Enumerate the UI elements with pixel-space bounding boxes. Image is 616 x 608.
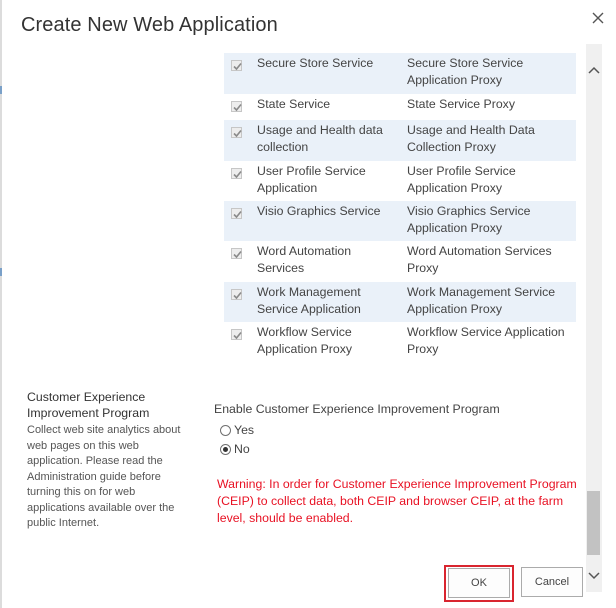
- ceip-option-no[interactable]: [220, 442, 250, 456]
- ceip-field-label: Enable Customer Experience Improvement Program: [214, 402, 500, 416]
- service-name: State Service: [257, 97, 331, 111]
- check-icon: [232, 128, 243, 139]
- service-name: Secure Store Service: [257, 56, 374, 70]
- check-icon: [232, 249, 243, 260]
- service-proxy: Workflow Service Application Proxy: [407, 325, 565, 356]
- service-checkbox[interactable]: [231, 248, 242, 259]
- service-name: Visio Graphics Service: [257, 204, 381, 218]
- service-checkbox[interactable]: [231, 101, 242, 112]
- close-icon: [592, 12, 604, 24]
- service-proxy: Visio Graphics Service Application Proxy: [407, 204, 531, 235]
- ceip-section-description: Collect web site analytics about web pages on this web application. Please read the Administration guide before turning this on for web applications available over the public Internet.: [27, 424, 181, 529]
- check-icon: [232, 330, 243, 341]
- service-name: Usage and Health data collection: [257, 123, 383, 154]
- service-row: [224, 120, 576, 161]
- service-checkbox[interactable]: [231, 60, 242, 71]
- dialog-content: [0, 44, 586, 588]
- service-row: [224, 282, 576, 322]
- check-icon: [232, 290, 243, 301]
- ceip-option-yes[interactable]: [220, 423, 254, 437]
- service-checkbox[interactable]: [231, 329, 242, 340]
- service-proxy: State Service Proxy: [407, 97, 515, 111]
- scrollbar-thumb[interactable]: [587, 491, 600, 555]
- service-row: [224, 53, 576, 94]
- close-button[interactable]: [588, 8, 608, 28]
- dialog-title: Create New Web Application: [21, 14, 278, 36]
- cancel-button[interactable]: Cancel: [521, 567, 583, 597]
- radio-unchecked-icon[interactable]: [220, 425, 231, 436]
- scroll-down-button[interactable]: [586, 568, 602, 584]
- ceip-section-title: Customer Experience Improvement Program: [27, 390, 150, 420]
- vertical-scrollbar[interactable]: [586, 44, 602, 592]
- service-name: Work Management Service Application: [257, 285, 361, 316]
- chevron-up-icon: [588, 66, 600, 74]
- check-icon: [232, 209, 243, 220]
- radio-checked-icon[interactable]: [220, 444, 231, 455]
- service-row: [224, 161, 576, 201]
- service-checkbox[interactable]: [231, 208, 242, 219]
- ceip-warning: Warning: In order for Customer Experience Improvement Program (CEIP) to collect data, both CEIP and browser CEIP, at the farm level, should be enabled.: [217, 477, 577, 525]
- service-proxy: Usage and Health Data Collection Proxy: [407, 123, 535, 154]
- service-name: Workflow Service Application Proxy: [257, 325, 353, 356]
- ceip-option-no-label: No: [234, 442, 250, 456]
- service-checkbox[interactable]: [231, 289, 242, 300]
- service-row: [224, 201, 576, 241]
- ok-button[interactable]: OK: [448, 568, 510, 598]
- service-row: [224, 322, 576, 363]
- service-proxy: User Profile Service Application Proxy: [407, 164, 516, 195]
- service-name: Word Automation Services: [257, 244, 352, 275]
- service-checkbox[interactable]: [231, 127, 242, 138]
- service-proxy: Work Management Service Application Proxy: [407, 285, 556, 316]
- service-row: [224, 241, 576, 282]
- check-icon: [232, 61, 243, 72]
- scroll-up-button[interactable]: [586, 62, 602, 78]
- ceip-option-yes-label: Yes: [234, 423, 255, 437]
- service-name: User Profile Service Application: [257, 164, 366, 195]
- service-proxy: Secure Store Service Application Proxy: [407, 56, 524, 87]
- chevron-down-icon: [588, 572, 600, 580]
- service-proxy: Word Automation Services Proxy: [407, 244, 552, 275]
- check-icon: [232, 169, 243, 180]
- service-checkbox[interactable]: [231, 168, 242, 179]
- service-row: [224, 94, 576, 120]
- check-icon: [232, 102, 243, 113]
- service-associations-table: [224, 53, 576, 363]
